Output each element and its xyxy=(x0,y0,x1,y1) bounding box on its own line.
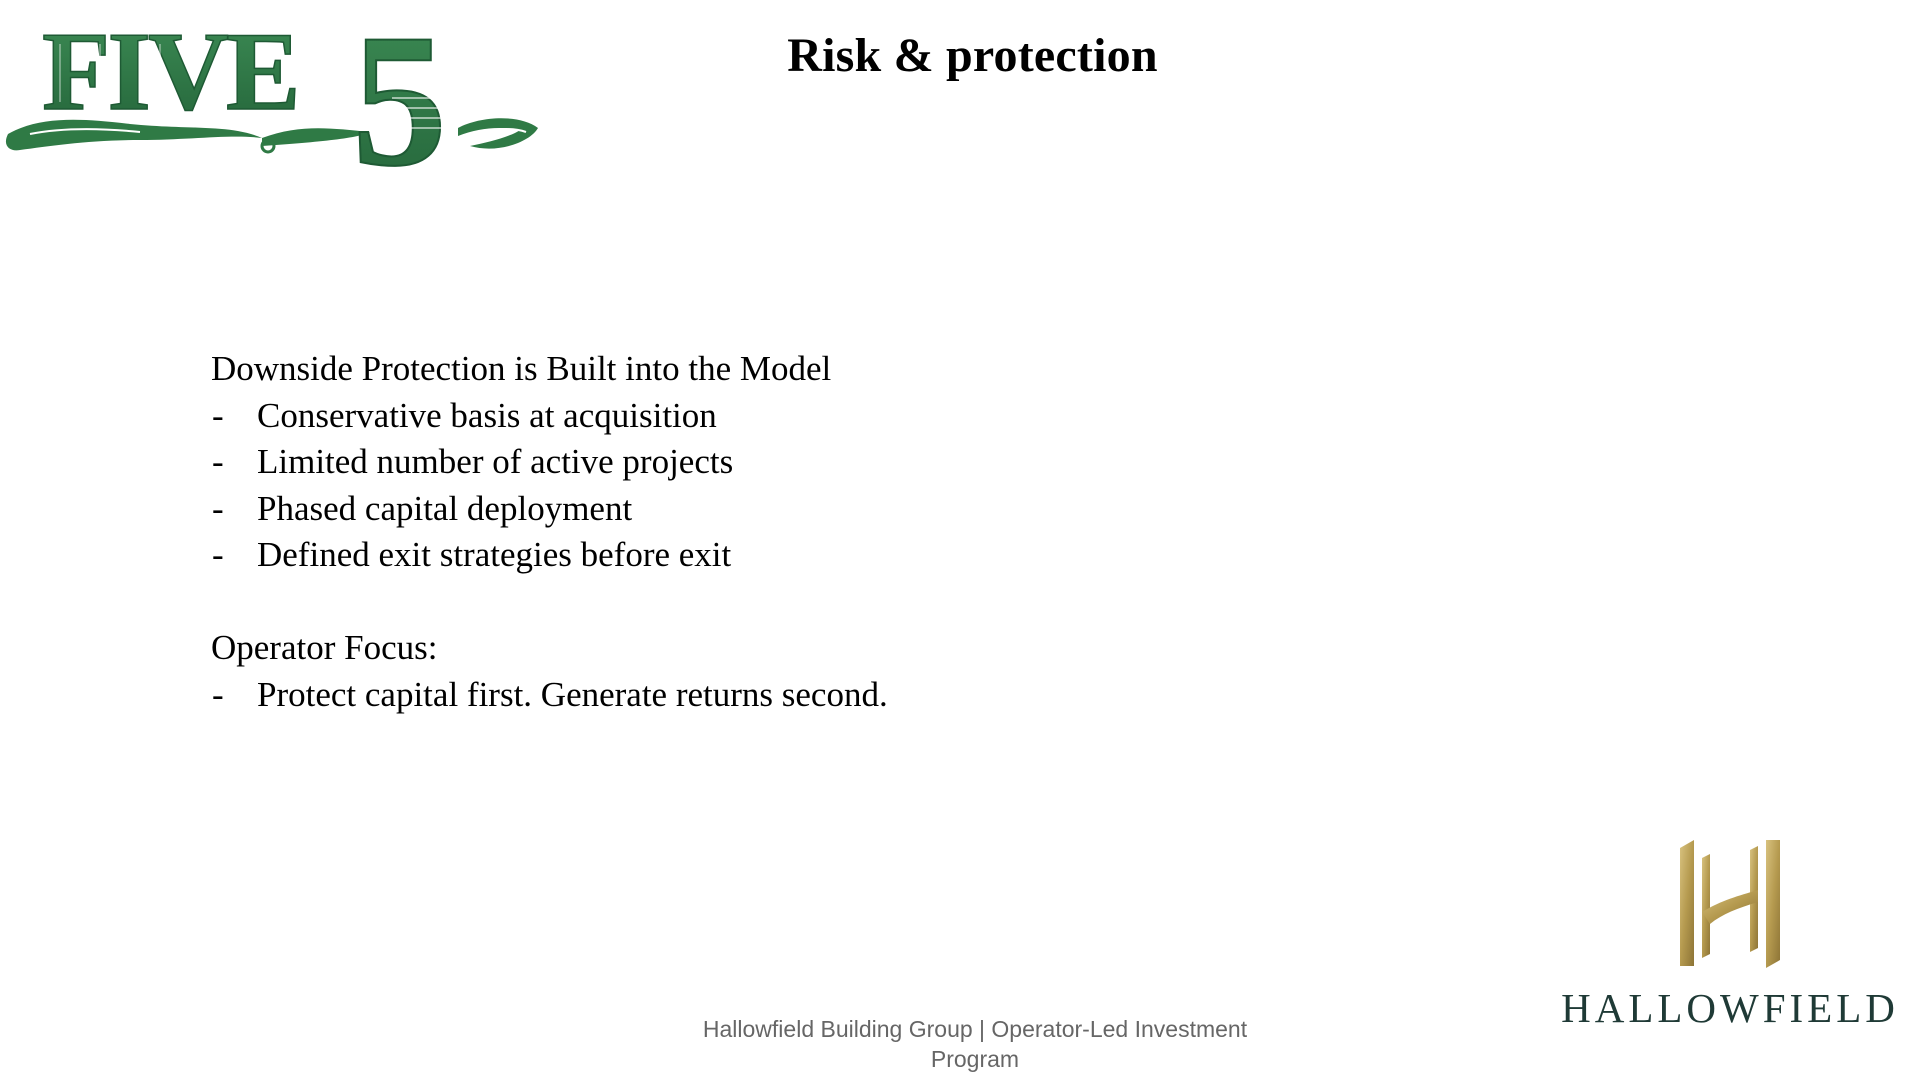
bullet-item xyxy=(211,672,1311,719)
bullet-item xyxy=(211,439,1311,486)
bullet-dash: - xyxy=(212,674,224,714)
bullet-text: Limited number of active projects xyxy=(257,442,734,481)
bullet-dash: - xyxy=(212,535,224,574)
bullet-text: Conservative basis at acquisition xyxy=(257,395,717,435)
bullet-item xyxy=(211,393,1311,440)
gold-h-monogram-icon xyxy=(1676,838,1784,970)
bullet-dash: - xyxy=(212,442,224,481)
bullet-dash: - xyxy=(212,488,224,528)
section-spacer xyxy=(211,579,1311,626)
footer-line-1: Hallowfield Building Group | Operator-Led Investment xyxy=(702,1016,1248,1042)
footer-line-2: Program xyxy=(930,1046,1020,1072)
section-heading-downside-protection: Downside Protection is Built into the Model xyxy=(211,349,832,388)
slide-body xyxy=(211,346,1311,718)
bullet-dash: - xyxy=(212,395,224,435)
bullet-item xyxy=(211,532,1311,579)
svg-text:5: 5 xyxy=(352,6,447,176)
hallowfield-logo xyxy=(1555,838,1905,1038)
bullet-item xyxy=(211,486,1311,533)
bullet-text: Phased capital deployment xyxy=(257,488,633,528)
slide-footer xyxy=(600,1014,1350,1074)
section-heading-operator-focus: Operator Focus: xyxy=(211,628,438,667)
slide-title: Risk & protection xyxy=(787,29,1158,82)
five5-logo-text: FIVE xyxy=(42,10,298,134)
hallowfield-wordmark: HALLOWFIELD xyxy=(1561,985,1899,1031)
bullet-text: Protect capital first. Generate returns second. xyxy=(257,674,888,714)
bullet-text: Defined exit strategies before exit xyxy=(257,535,732,574)
